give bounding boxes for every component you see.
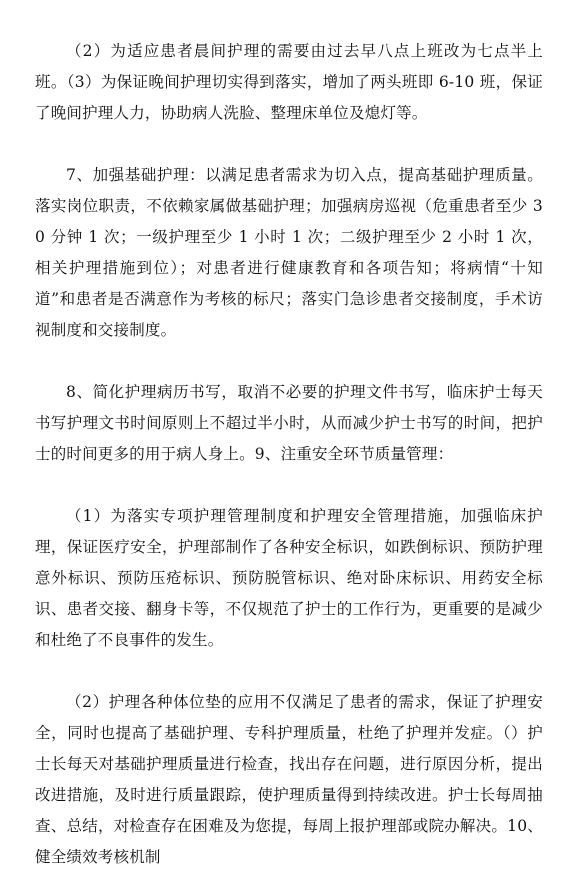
- paragraph-morning-evening-shift: （2）为适应患者晨间护理的需要由过去早八点上班改为七点半上班。（3）为保证晚间护理切实得到落实，增加了两头班即 6-10 班，保证了晚间护理人力，协助病人洗脸、整理床单位及熄灯等。: [35, 42, 543, 122]
- paragraph-positioning-pads: （2）护理各种体位垫的应用不仅满足了患者的需求，保证了护理安全，同时也提高了基础护理、专科护理质量，杜绝了护理并发症。（）护士长每天对基础护理质量进行检查，找出存在问题，进行原因分析，提出改进措施，及时进行质量跟踪，使护理质量得到持续改进。护士长每周抽查、总结，对检查存在困难及为您提，每周上报护理部或院办解决。10、健全绩效考核机制: [35, 693, 543, 866]
- paragraph-basic-nursing: 7、加强基础护理：以满足患者需求为切入点，提高基础护理质量。落实岗位职责，不依赖家属做基础护理；加强病房巡视（危重患者至少 30 分钟 1 次；一级护理至少 1 小时 1 次；二级护理至少 2 小时 1 次，相关护理措施到位）；对患者进行健康教育和各项告知；将病情“十知道”和患者是否满意作为考核的标尺；落实门急诊患者交接制度，手术访视制度和交接制度。: [35, 166, 543, 339]
- paragraph-simplify-records: 8、简化护理病历书写，取消不必要的护理文件书写，临床护士每天书写护理文书时间原则上不超过半小时，从而减少护士书写的时间，把护士的时间更多的用于病人身上。9、注重安全环节质量管理：: [35, 383, 543, 463]
- paragraph-safety-markers: （1）为落实专项护理管理制度和护理安全管理措施，加强临床护理，保证医疗安全，护理部制作了各种安全标识，如跌倒标识、预防护理意外标识、预防压疮标识、预防脱管标识、绝对卧床标识、用药安全标识、患者交接、翻身卡等，不仅规范了护士的工作行为，更重要的是减少和杜绝了不良事件的发生。: [35, 507, 543, 649]
